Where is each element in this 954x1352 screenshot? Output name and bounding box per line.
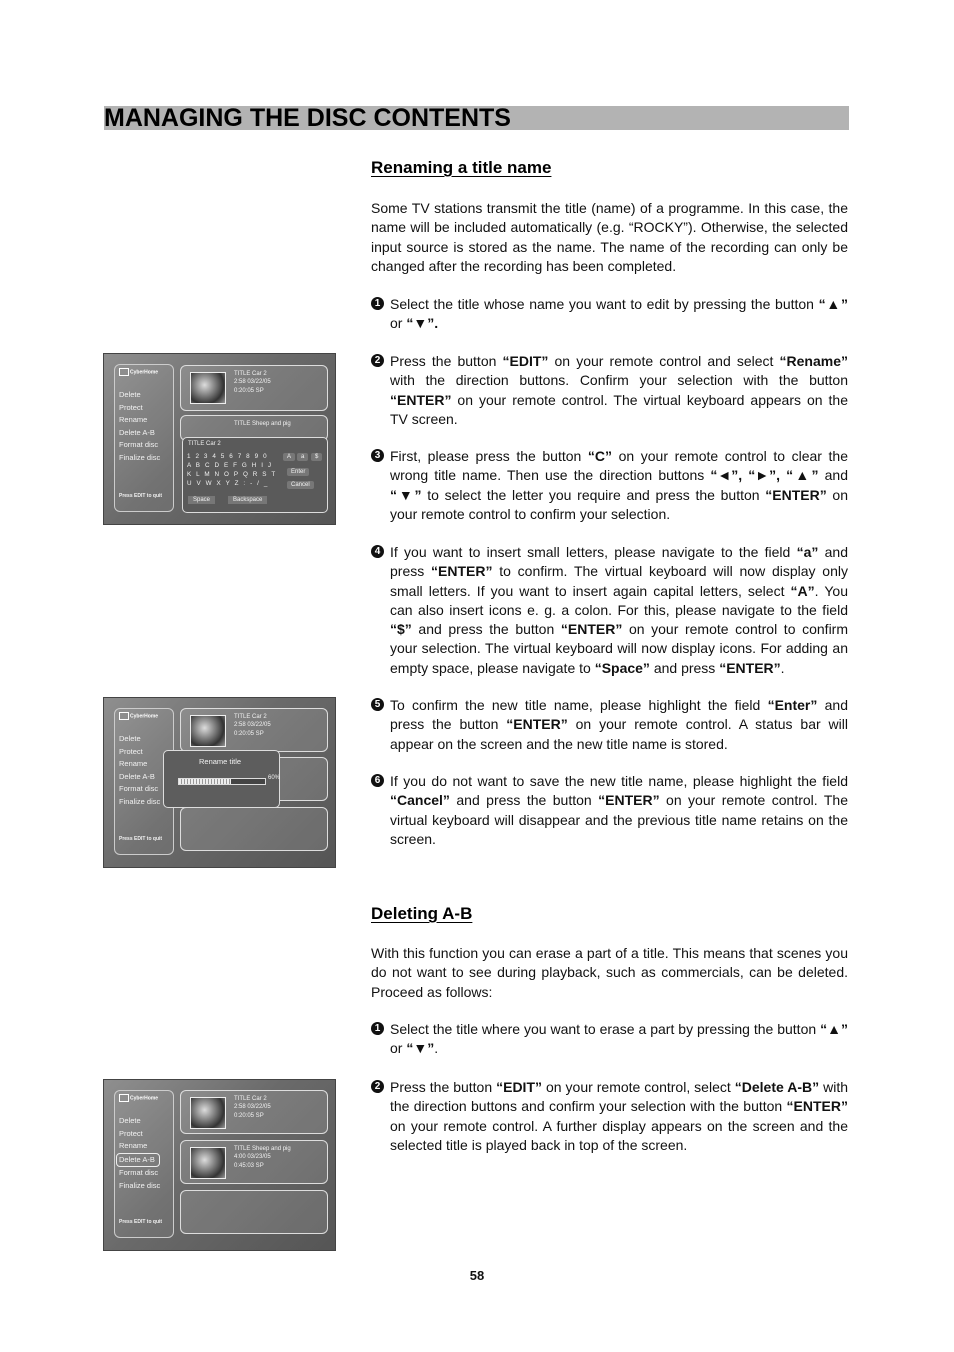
step-number: 1: [371, 1022, 384, 1035]
keyboard-row: A B C D E F G H I J: [187, 462, 273, 469]
renaming-step-6: [371, 772, 848, 849]
progress-percent: 60%: [268, 775, 281, 781]
step-text: Select the title where you want to erase a part by pressing the button “▲” or “▼”.: [390, 1021, 848, 1057]
menu-item-finalize: Finalize disc: [119, 796, 161, 806]
thumbnail-image: [190, 715, 226, 747]
brand-logo: CyberHome: [119, 1094, 158, 1102]
renaming-step-5: [371, 696, 848, 754]
step-number: 3: [371, 449, 384, 462]
key-backspace: Backspace: [228, 496, 267, 504]
title-card-3: [180, 1190, 328, 1234]
brand-logo: CyberHome: [119, 368, 158, 376]
key-space: Space: [188, 496, 215, 504]
deleting-step-2: [371, 1078, 848, 1155]
title-card-1: TITLE Car 2 2:58 03/22/05 0:20:05 SP: [180, 1090, 328, 1134]
key-small: a: [297, 453, 308, 461]
menu-item-format: Format disc: [119, 440, 159, 450]
step-number: 4: [371, 545, 384, 558]
menu-item-rename: Rename: [119, 1141, 148, 1151]
key-enter: Enter: [287, 468, 309, 476]
edit-menu-panel: [114, 364, 174, 512]
menu-item-delete-ab: Delete A-B: [116, 1153, 160, 1168]
menu-footer: Press EDIT to quit: [119, 1219, 163, 1225]
progress-bar: [178, 778, 266, 785]
menu-item-rename: Rename: [119, 415, 148, 425]
step-text: Select the title whose name you want to edit by pressing the button “▲” or “▼”.: [390, 296, 848, 332]
step-text: If you do not want to save the new title name, please highlight the field “Cancel” and press the button “ENTER” on your remote control. The virtual keyboard will disappear and the previous title name retains on the screen.: [390, 773, 848, 847]
progress-fill: [179, 779, 231, 784]
renaming-step-1: [371, 295, 848, 334]
key-icons: $: [311, 453, 322, 461]
menu-footer: Press EDIT to quit: [119, 836, 163, 842]
menu-item-format: Format disc: [119, 784, 159, 794]
step-text: First, please press the button “C” on your remote control to clear the wrong title name. Then use the direction buttons “◄”, “►”, “▲” and “▼” to select the letter you require and press the button “ENTER” on your remote control to confirm your selection.: [390, 448, 849, 522]
menu-item-delete-ab: Delete A-B: [119, 771, 155, 781]
key-caps: A: [283, 453, 295, 461]
title-card-1: TITLE Car 2 2:58 03/22/05 0:20:05 SP: [180, 365, 328, 411]
menu-item-delete-ab: Delete A-B: [119, 427, 155, 437]
menu-item-delete: Delete: [119, 390, 141, 399]
menu-item-protect: Protect: [119, 1128, 143, 1138]
dialog-title: Rename title: [199, 757, 242, 766]
step-number: 1: [371, 297, 384, 310]
menu-item-protect: Protect: [119, 402, 143, 412]
keyboard-title: TITLE Car 2: [188, 441, 221, 447]
page-title: MANAGING THE DISC CONTENTS: [104, 104, 511, 132]
renaming-step-2: [371, 352, 848, 429]
keyboard-row: U V W X Y Z : - / _: [187, 480, 269, 487]
screenshot-rename-progress: [103, 697, 336, 868]
step-number: 2: [371, 1080, 384, 1093]
menu-item-delete: Delete: [119, 734, 141, 743]
title-card-2: TITLE Sheep and pig 4:00 03/23/05 0:45:03 SP: [180, 1140, 328, 1184]
step-text: Press the button “EDIT” on your remote control, select “Delete A-B” with the direction buttons and confirm your selection with the button “ENTER” on your remote control. A further display appears on the screen and the selected title is played back in top of the screen.: [390, 1079, 849, 1153]
thumbnail-image: [190, 372, 226, 404]
title-card-1: TITLE Car 2 2:58 03/22/05 0:20:05 SP: [180, 708, 328, 752]
deleting-step-1: [371, 1020, 848, 1059]
menu-item-finalize: Finalize disc: [119, 1180, 161, 1190]
page-number: 58: [469, 1268, 485, 1283]
renaming-intro: Some TV stations transmit the title (name) of a programme. In this case, the name will be included automatically (e.g. “ROCKY”). Otherwise, the selected input source is stored as the name. The name of the recording can only be changed after the recording has been completed.: [371, 200, 848, 274]
menu-item-rename: Rename: [119, 759, 148, 769]
thumbnail-image: [190, 1147, 226, 1179]
title-card-2: TITLE Sheep and pig: [180, 415, 328, 441]
brand-logo: CyberHome: [119, 712, 158, 720]
step-number: 5: [371, 698, 384, 711]
heading-renaming: Renaming a title name: [371, 158, 552, 177]
menu-item-format: Format disc: [119, 1168, 159, 1178]
thumbnail-image: [190, 1097, 226, 1129]
keyboard-row: 1 2 3 4 5 6 7 8 9 0: [187, 453, 269, 460]
title-card-3: [180, 807, 328, 851]
menu-item-delete: Delete: [119, 1116, 141, 1125]
menu-item-protect: Protect: [119, 746, 143, 756]
step-text: To confirm the new title name, please highlight the field “Enter” and press the button “ENTER” on your remote control. A status bar will appear on the screen and the new title name is stored.: [390, 697, 848, 752]
renaming-step-3: [371, 447, 848, 524]
virtual-keyboard: [182, 437, 328, 513]
rename-dialog: [163, 750, 280, 808]
deleting-intro: With this function you can erase a part of a title. This means that scenes you do not want to see during playback, such as commercials, can be deleted. Proceed as follows:: [371, 945, 848, 1000]
heading-deleting: Deleting A-B: [371, 904, 473, 923]
screenshot-delete-ab: [103, 1079, 336, 1251]
renaming-step-4: [371, 543, 848, 678]
screenshot-rename-keyboard: [103, 353, 336, 525]
step-number: 2: [371, 354, 384, 367]
section-title-bar: [104, 106, 849, 130]
step-number: 6: [371, 774, 384, 787]
keyboard-row: K L M N O P Q R S T: [187, 471, 277, 478]
step-text: If you want to insert small letters, please navigate to the field “a” and press “ENTER” to confirm. The virtual keyboard will now display only small letters. If you want to insert again capital letters, select “A”. You can also insert icons e. g. a colon. For this, please navigate to the field “$” and press the button “ENTER” on your remote control to confirm your selection. The virtual keyboard will now display icons. For adding an empty space, please navigate to “Space” and press “ENTER”.: [390, 544, 849, 676]
key-cancel: Cancel: [287, 481, 314, 489]
menu-item-finalize: Finalize disc: [119, 452, 161, 462]
edit-menu-panel: [114, 1090, 174, 1238]
menu-footer: Press EDIT to quit: [119, 493, 163, 499]
step-text: Press the button “EDIT” on your remote control and select “Rename” with the direction buttons. Confirm your selection with the button “ENTER” on your remote control. The virtual keyboard appears on the TV screen.: [390, 353, 848, 427]
